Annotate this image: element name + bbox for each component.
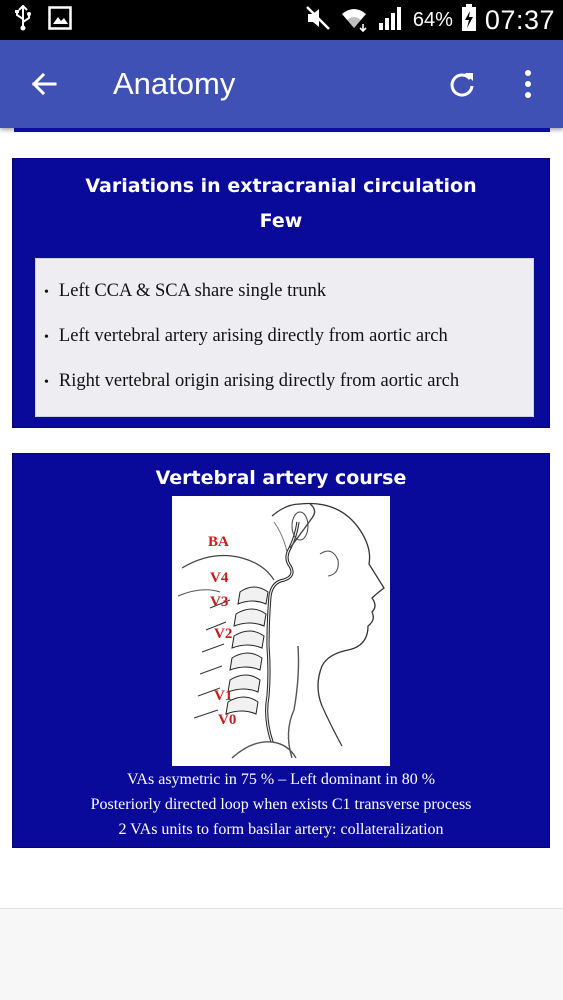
back-arrow-icon — [30, 70, 58, 98]
status-bar-right — [305, 4, 555, 36]
list-item-text: Right vertebral origin arising directly from aortic arch — [58, 371, 460, 391]
slide-caption: Posteriorly directed loop when exists C1 transverse process — [90, 796, 472, 813]
slide-caption: 2 VAs units to form basilar artery: collateralization — [118, 821, 444, 838]
figure-label: V4 — [210, 570, 229, 586]
status-bar — [0, 0, 563, 40]
battery-charging-icon — [461, 4, 477, 37]
bottom-blank-area — [0, 909, 563, 1000]
slides-content[interactable] — [0, 128, 563, 908]
more-options-button[interactable] — [508, 64, 548, 104]
list-item: • Left vertebral artery arising directly from aortic arch — [44, 326, 448, 346]
slide-title: Variations in extracranial circulation — [85, 175, 477, 197]
slide-extracranial-variations — [12, 158, 550, 428]
list-item: • Right vertebral origin arising directly from aortic arch — [44, 371, 460, 391]
refresh-icon — [447, 69, 477, 99]
slide-vertebral-artery-course — [12, 453, 550, 848]
mute-icon — [305, 5, 331, 36]
status-bar-left — [14, 6, 72, 34]
image-icon — [48, 6, 72, 35]
wifi-icon — [339, 4, 369, 37]
app-bar — [0, 40, 563, 128]
slide-title: Vertebral artery course — [155, 467, 407, 489]
back-button[interactable] — [24, 64, 64, 104]
page-title: Anatomy — [113, 66, 236, 101]
refresh-button[interactable] — [442, 64, 482, 104]
list-item-text: Left CCA & SCA share single trunk — [58, 281, 327, 301]
figure-label: BA — [208, 534, 229, 550]
status-clock: 07:37 — [484, 4, 555, 35]
slide-subtitle: Few — [259, 210, 303, 232]
figure-label: V2 — [214, 626, 233, 642]
more-vert-icon — [523, 69, 533, 99]
bullet-list — [35, 258, 534, 417]
list-item-text: Left vertebral artery arising directly from aortic arch — [58, 326, 448, 346]
figure-label: V3 — [210, 594, 229, 610]
signal-icon — [377, 5, 405, 36]
previous-slide-edge — [14, 128, 550, 132]
battery-percent: 64% — [412, 8, 453, 31]
list-item: • Left CCA & SCA share single trunk — [44, 281, 327, 301]
usb-icon — [14, 5, 32, 36]
vertebral-artery-figure — [172, 496, 390, 766]
slide-caption: VAs asymetric in 75 % – Left dominant in 80 % — [126, 771, 436, 788]
figure-label: V1 — [214, 688, 233, 704]
figure-label: V0 — [218, 712, 237, 728]
neck-anatomy-illustration — [172, 496, 390, 766]
